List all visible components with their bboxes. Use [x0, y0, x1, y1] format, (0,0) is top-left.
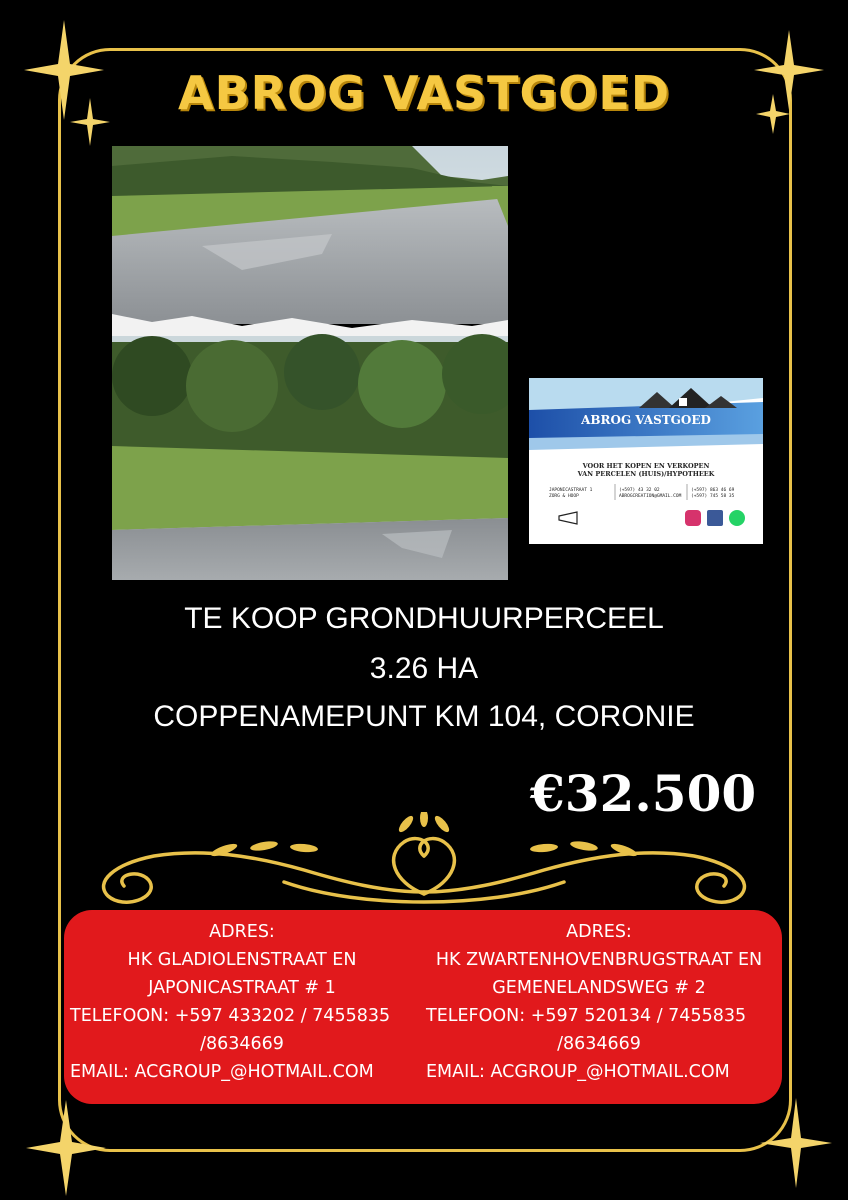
card-address-1: JAPONICASTRAAT 1	[549, 488, 593, 493]
card-email: ABROGCREATION@GMAIL.COM	[619, 494, 682, 499]
office-2-address-1: HK ZWARTENHOVENBRUGSTRAAT EN	[435, 950, 763, 970]
office-1-address-1: HK GLADIOLENSTRAAT EN	[127, 950, 357, 970]
sparkle-star-icon	[760, 1098, 832, 1188]
card-phone-2: (+597) 863 46 69	[691, 488, 735, 493]
office-2-phone: TELEFOON: +597 520134 / 7455835	[426, 1006, 747, 1026]
office-1-email: EMAIL: ACGROUP_@HOTMAIL.COM	[70, 1062, 374, 1082]
card-tagline-1: VOOR HET KOPEN EN VERKOPEN	[582, 462, 710, 470]
gold-flourish-ornament	[84, 812, 764, 912]
office-1-phone-extra: /8634669	[200, 1034, 284, 1054]
office-2-email: EMAIL: ACGROUP_@HOTMAIL.COM	[426, 1062, 730, 1082]
office-1	[70, 918, 414, 1086]
card-phone-3: (+597) 745 58 35	[691, 494, 735, 499]
office-2-phone-extra: /8634669	[557, 1034, 641, 1054]
card-brand: ABROG VASTGOED	[581, 413, 711, 427]
listing-location: COPPENAMEPUNT KM 104, CORONIE	[153, 700, 695, 733]
office-2	[426, 918, 772, 1086]
office-1-label: ADRES:	[209, 922, 275, 942]
office-1-phone: TELEFOON: +597 433202 / 7455835	[70, 1006, 391, 1026]
business-card	[529, 378, 763, 544]
contact-info-panel	[64, 910, 782, 1104]
office-1-address-2: JAPONICASTRAAT # 1	[148, 978, 336, 998]
card-phone-1: (+597) 43 32 02	[619, 488, 660, 493]
price: €32.500	[530, 764, 757, 823]
card-address-2: ZORG & HOOP	[549, 494, 579, 499]
property-photo	[112, 146, 508, 580]
card-tagline-2: VAN PERCELEN (HUIS)/HYPOTHEEK	[577, 470, 715, 478]
sparkle-star-icon	[26, 1100, 106, 1196]
page-title: ABROG VASTGOED	[177, 66, 670, 120]
office-2-address-2: GEMENELANDSWEG # 2	[492, 978, 706, 998]
listing-type: TE KOOP GRONDHUURPERCEEL	[184, 602, 664, 635]
listing-area: 3.26 HA	[369, 652, 479, 685]
office-2-label: ADRES:	[566, 922, 632, 942]
